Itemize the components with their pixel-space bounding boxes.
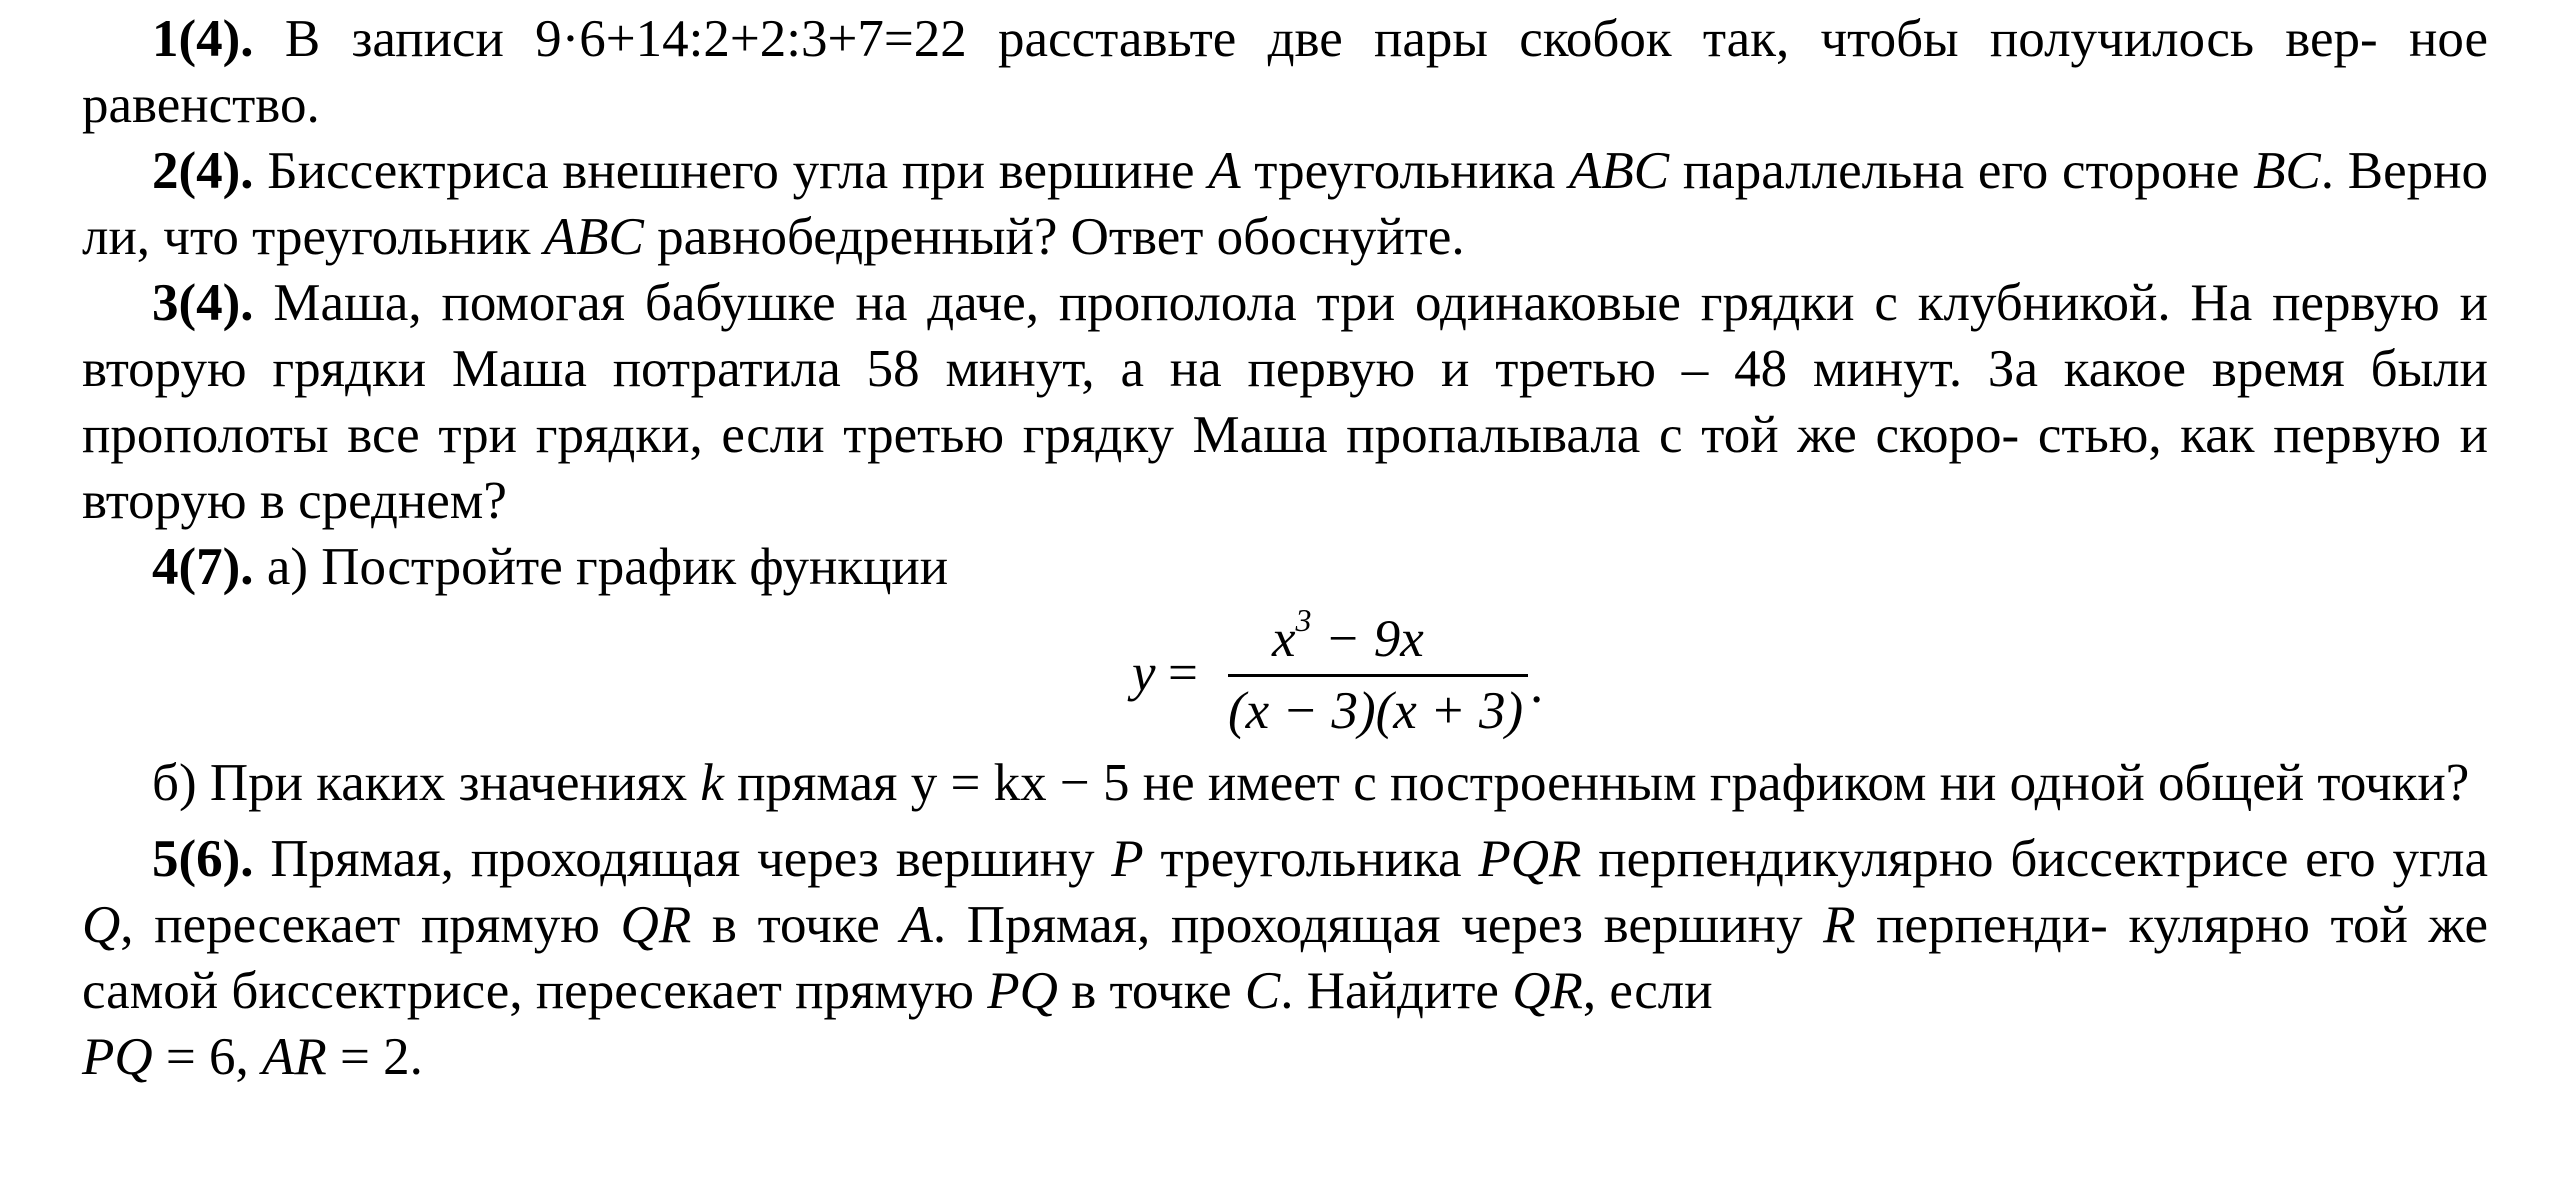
problem-number: 2(4).	[152, 142, 254, 200]
math-var: QR	[1512, 962, 1583, 1020]
problem-2	[82, 138, 2488, 270]
problem-text: равнобедренный? Ответ обоснуйте.	[643, 208, 1465, 266]
formula-numerator: $x^3 - 9x$	[1272, 602, 1424, 668]
math-var: PQ	[987, 962, 1058, 1020]
problem-text: = 2.	[326, 1028, 423, 1086]
problem-text: , если	[1582, 962, 1713, 1020]
math-var: A	[1208, 142, 1241, 200]
math-var: AR	[262, 1028, 327, 1086]
math-var: P	[1111, 830, 1144, 888]
line-equation: y = kx − 5	[910, 754, 1130, 812]
math-var: R	[1823, 896, 1856, 954]
function-formula	[1132, 600, 1572, 750]
problem-number: 4(7).	[152, 538, 254, 596]
math-var: A	[900, 896, 933, 954]
problem-text: не имеет с построенным графиком ни одной общей точки?	[1129, 754, 2470, 812]
formula-block	[82, 600, 2488, 750]
formula-end: .	[1530, 656, 1544, 714]
math-var: ABC	[1569, 142, 1670, 200]
problem-text: прямая	[723, 754, 911, 812]
problem-text: перпенди- кулярно той же самой биссектрисе, пересекает прямую	[82, 896, 2488, 1020]
problem-text: . Верно ли, что треугольник	[82, 142, 2488, 266]
problem-number: 3(4).	[152, 274, 254, 332]
problem-1	[82, 6, 2488, 138]
problem-text: треугольника	[1143, 830, 1479, 888]
formula-equals: =	[1168, 644, 1198, 702]
problem-number: 1(4).	[152, 10, 254, 68]
problem-5	[82, 826, 2488, 1090]
problem-text: . Найдите	[1280, 962, 1513, 1020]
problem-text: треугольника	[1240, 142, 1570, 200]
problem-text: перпендикулярно биссектрисе его угла	[1581, 830, 2488, 888]
math-var: C	[1244, 962, 1281, 1020]
formula-lhs: y	[1132, 644, 1156, 702]
math-var: PQR	[1478, 830, 1582, 888]
math-var: k	[700, 754, 724, 812]
problem-text: = 6,	[152, 1028, 263, 1086]
formula-denominator: (x − 3)(x + 3)	[1228, 682, 1524, 740]
problem-text: параллельна его стороне	[1669, 142, 2254, 200]
problem-text: в точке	[1057, 962, 1245, 1020]
problem-number: 5(6).	[152, 830, 254, 888]
problem-sheet	[82, 6, 2488, 1090]
problem-4b	[82, 750, 2488, 816]
math-var: PQ	[82, 1028, 153, 1086]
problem-3	[82, 270, 2488, 534]
problem-text: . Прямая, проходящая через вершину	[932, 896, 1824, 954]
problem-text: Прямая, проходящая через вершину	[253, 830, 1112, 888]
math-var: BC	[2253, 142, 2321, 200]
problem-text: б) При каких значениях	[152, 754, 701, 812]
math-var: QR	[620, 896, 692, 954]
expression: 9·6+14:2+2:3+7=22	[535, 10, 967, 68]
problem-text: , пересекает прямую	[120, 896, 621, 954]
problem-text: расставьте две пары скобок так, чтобы получилось вер- ное равенство.	[82, 10, 2488, 134]
problem-4a	[82, 534, 2488, 600]
problem-text: а) Постройте график функции	[253, 538, 949, 596]
problem-text: Биссектриса внешнего угла при вершине	[253, 142, 1209, 200]
problem-text: в точке	[691, 896, 901, 954]
math-var: ABC	[543, 208, 644, 266]
math-var: Q	[82, 896, 121, 954]
problem-text: В записи	[253, 10, 536, 68]
fraction-bar	[1228, 674, 1528, 677]
problem-text: Маша, помогая бабушке на даче, прополола три одинаковые грядки с клубникой. На первую и вторую грядки Маша потратила 58 минут, а на первую и третью – 48 минут. За какое время были прополоты все три грядки, если третью грядку Маша пропалывала с той же скоро- стью, как первую и вторую в среднем?	[82, 274, 2488, 530]
